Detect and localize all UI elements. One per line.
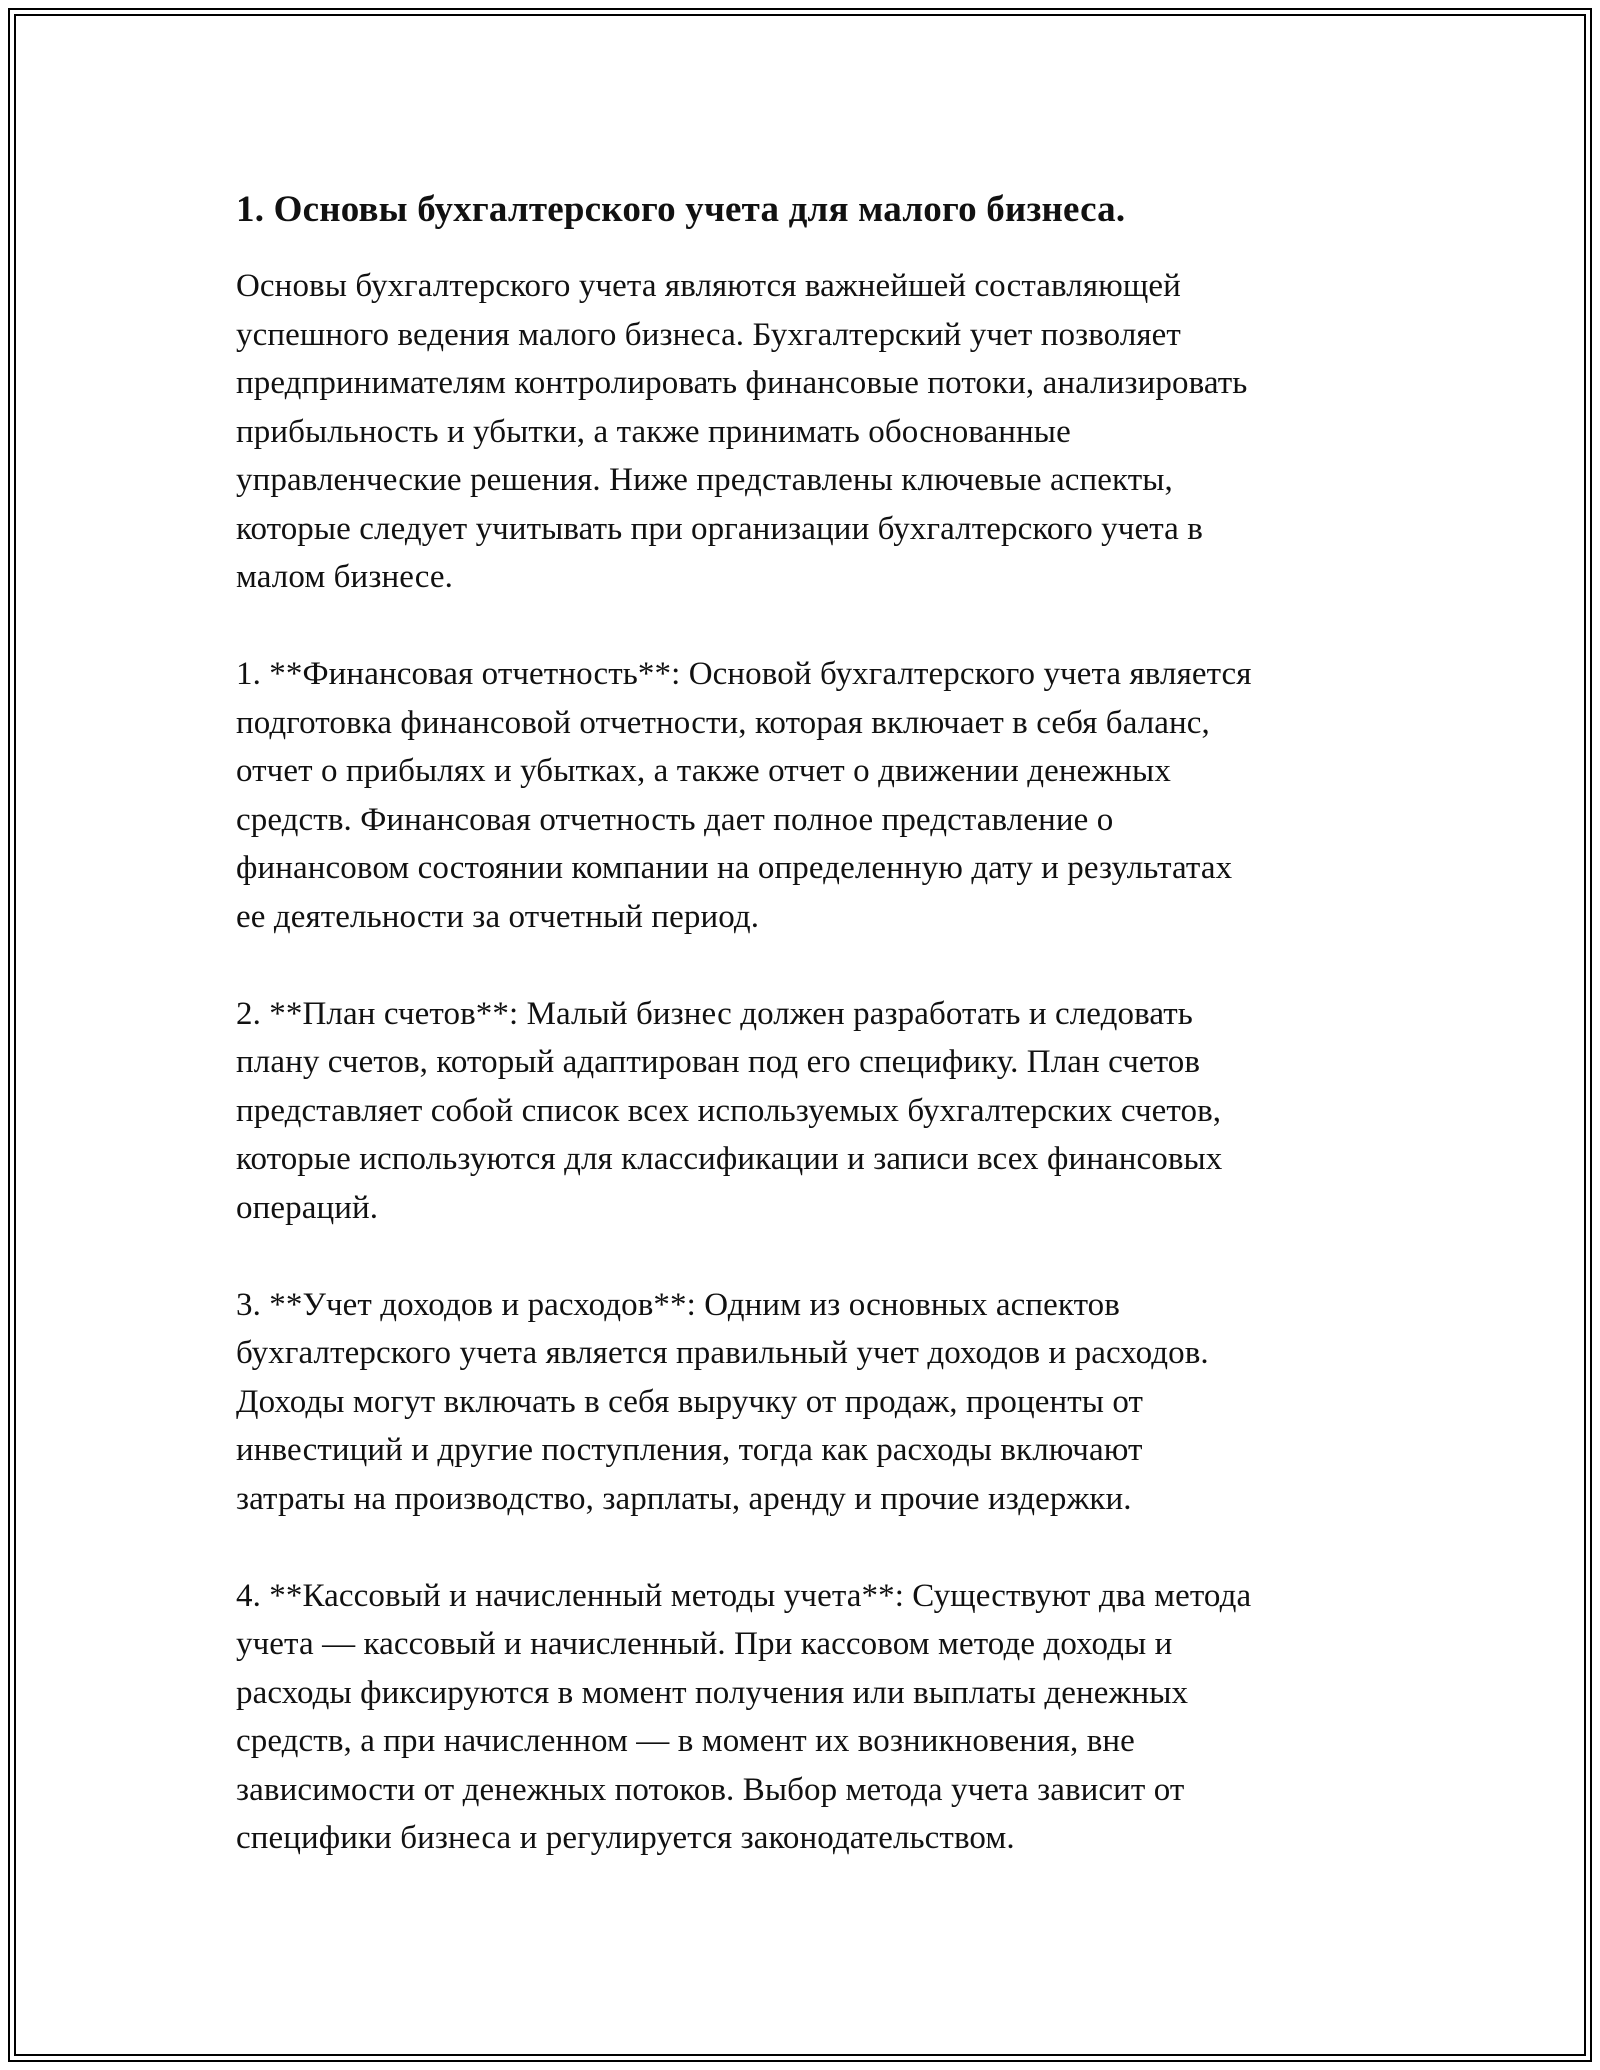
document-heading: 1. Основы бухгалтерского учета для малого бизнеса.	[236, 189, 1126, 230]
paragraph-income-expenses: 3. **Учет доходов и расходов**: Одним из основных аспектов бухгалтерского учета является правильный учет доходов и расходов. Доходы могут включать в себя выручку от продаж, проценты от инвестиций и другие поступления, тогда как расходы включают затраты на производство, зарплаты, аренду и прочие издержки.	[236, 1286, 1209, 1517]
paragraph-chart-of-accounts: 2. **План счетов**: Малый бизнес должен разработать и следовать плану счетов, который адаптирован под его специфику. План счетов представляет собой список всех используемых бухгалтерских счетов, которые используются для классификации и записи всех финансовых операций.	[236, 995, 1223, 1226]
document-body	[236, 186, 1376, 1911]
intro-paragraph: Основы бухгалтерского учета являются важнейшей составляющей успешного ведения малого бизнеса. Бухгалтерский учет позволяет предпринимателям контролировать финансовые потоки, анализировать прибыльность и убытки, а также принимать обоснованные управленческие решения. Ниже представлены ключевые аспекты, которые следует учитывать при организации бухгалтерского учета в малом бизнесе.	[236, 268, 1248, 595]
paragraph-accounting-methods: 4. **Кассовый и начисленный методы учета**: Существуют два метода учета — кассовый и начисленный. При кассовом методе доходы и расходы фиксируются в момент получения или выплаты денежных средств, а при начисленном — в момент их возникновения, вне зависимости от денежных потоков. Выбор метода учета зависит от специфики бизнеса и регулируется законодательством.	[236, 1577, 1252, 1856]
paragraph-financial-reporting: 1. **Финансовая отчетность**: Основой бухгалтерского учета является подготовка финансовой отчетности, которая включает в себя баланс, отчет о прибылях и убытках, а также отчет о движении денежных средств. Финансовая отчетность дает полное представление о финансовом состоянии компании на определенную дату и результатах ее деятельности за отчетный период.	[236, 656, 1252, 935]
